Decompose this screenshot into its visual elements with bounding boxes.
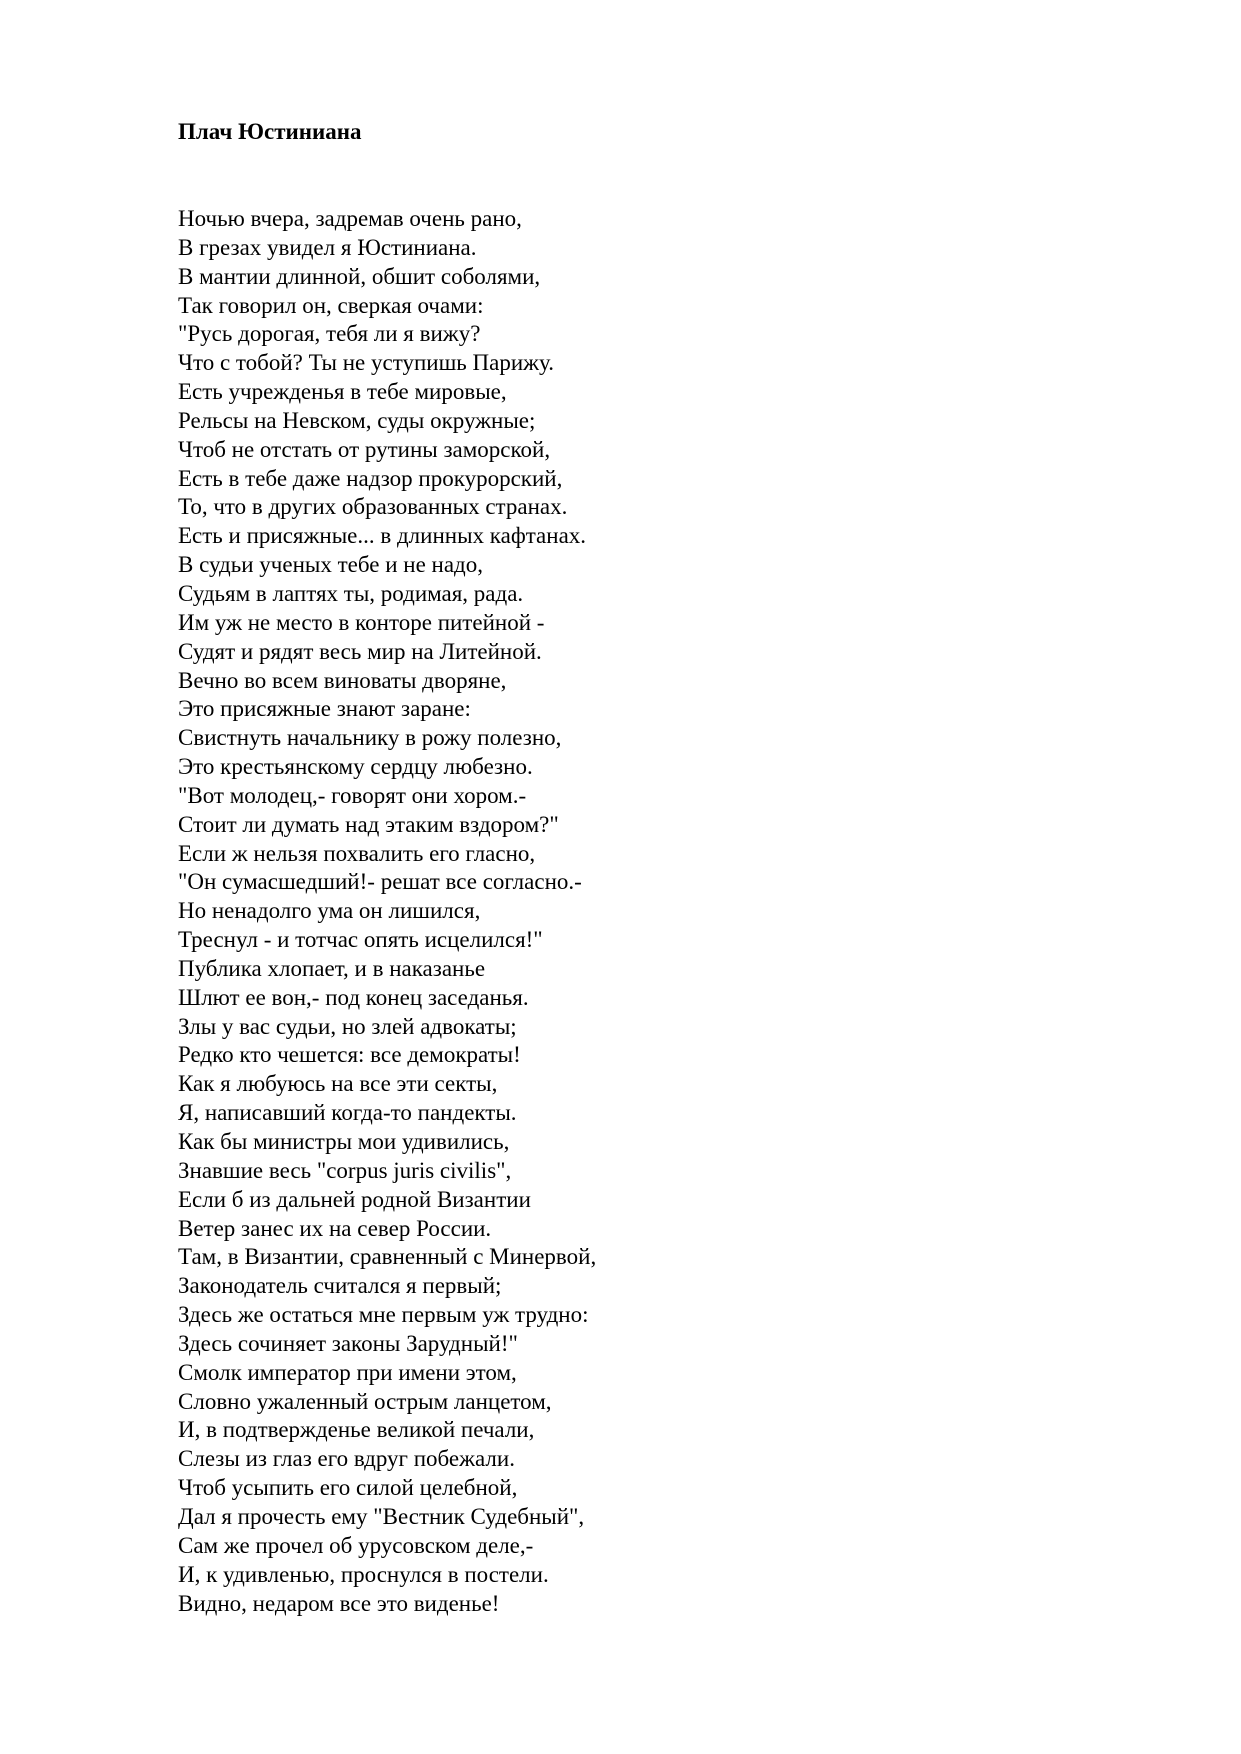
- poem-line: Редко кто чешется: все демократы!: [178, 1042, 521, 1068]
- poem-line: Что с тобой? Ты не уступишь Парижу.: [178, 350, 554, 376]
- poem-line: Судьям в лаптях ты, родимая, рада.: [178, 580, 524, 606]
- poem-line: Ветер занес их на север России.: [178, 1215, 492, 1241]
- poem-body: [178, 205, 596, 1618]
- poem-line: Словно ужаленный острым ланцетом,: [178, 1388, 552, 1414]
- poem-line: Как я любуюсь на все эти секты,: [178, 1071, 498, 1097]
- poem-line: В грезах увидел я Юстиниана.: [178, 234, 477, 260]
- poem-line: Стоит ли думать над этаким вздором?": [178, 811, 559, 837]
- poem-line: Чтоб не отстать от рутины заморской,: [178, 436, 551, 462]
- poem-line: Есть в тебе даже надзор прокурорский,: [178, 465, 563, 491]
- poem-line: "Вот молодец,- говорят они хором.-: [178, 782, 527, 808]
- poem-line: Ночью вчера, задремав очень рано,: [178, 206, 522, 231]
- poem-line: "Русь дорогая, тебя ли я вижу?: [178, 321, 481, 347]
- poem-line: Здесь сочиняет законы Зарудный!": [178, 1330, 518, 1356]
- poem-line: И, к удивленью, проснулся в постели.: [178, 1561, 549, 1587]
- poem-line: Знавшие весь "corpus juris civilis",: [178, 1157, 512, 1183]
- poem-line: Шлют ее вон,- под конец заседанья.: [178, 984, 529, 1010]
- poem-line: Им уж не место в конторе питейной -: [178, 609, 545, 635]
- poem-line: Здесь же остаться мне первым уж трудно:: [178, 1302, 589, 1328]
- poem-line: Видно, недаром все это виденье!: [178, 1590, 500, 1616]
- poem-title: Плач Юстиниана: [178, 119, 362, 144]
- poem-line: Законодатель считался я первый;: [178, 1273, 502, 1299]
- poem-line: Слезы из глаз его вдруг побежали.: [178, 1446, 515, 1472]
- poem-line: Есть и присяжные... в длинных кафтанах.: [178, 523, 587, 549]
- poem-line: Смолк император при имени этом,: [178, 1359, 517, 1385]
- poem-line: Если ж нельзя похвалить его гласно,: [178, 840, 536, 866]
- poem-line: Публика хлопает, и в наказанье: [178, 955, 486, 981]
- poem-line: Свистнуть начальнику в рожу полезно,: [178, 725, 562, 751]
- poem-line: В судьи ученых тебе и не надо,: [178, 552, 483, 578]
- poem-line: Это крестьянскому сердцу любезно.: [178, 754, 533, 780]
- poem-line: Сам же прочел об урусовском деле,-: [178, 1532, 534, 1558]
- poem-line: В мантии длинной, обшит соболями,: [178, 263, 541, 289]
- poem-line: Вечно во всем виноваты дворяне,: [178, 667, 507, 693]
- poem-line: Треснул - и тотчас опять исцелился!": [178, 927, 543, 953]
- poem-line: Дал я прочесть ему "Вестник Судебный",: [178, 1503, 585, 1529]
- poem-line: Судят и рядят весь мир на Литейной.: [178, 638, 542, 664]
- poem-line: Там, в Византии, сравненный с Минервой,: [178, 1244, 597, 1270]
- poem-line: Злы у вас судьи, но злей адвокаты;: [178, 1013, 517, 1039]
- poem-line: Но ненадолго ума он лишился,: [178, 898, 481, 924]
- poem-line: "Он сумасшедший!- решат все согласно.-: [178, 869, 582, 895]
- poem-line: Есть учрежденья в тебе мировые,: [178, 379, 507, 405]
- poem-line: Если б из дальней родной Византии: [178, 1186, 531, 1212]
- poem-line: И, в подтвержденье великой печали,: [178, 1417, 535, 1443]
- poem-line: Я, написавший когда-то пандекты.: [178, 1100, 517, 1126]
- poem-line: Как бы министры мои удивились,: [178, 1129, 510, 1154]
- poem-line: Рельсы на Невском, суды окружные;: [178, 407, 536, 433]
- poem-line: Так говорил он, сверкая очами:: [178, 292, 484, 318]
- poem-line: Это присяжные знают заране:: [178, 696, 471, 722]
- poem-line: То, что в других образованных странах.: [178, 494, 568, 520]
- poem-line: Чтоб усыпить его силой целебной,: [178, 1475, 518, 1501]
